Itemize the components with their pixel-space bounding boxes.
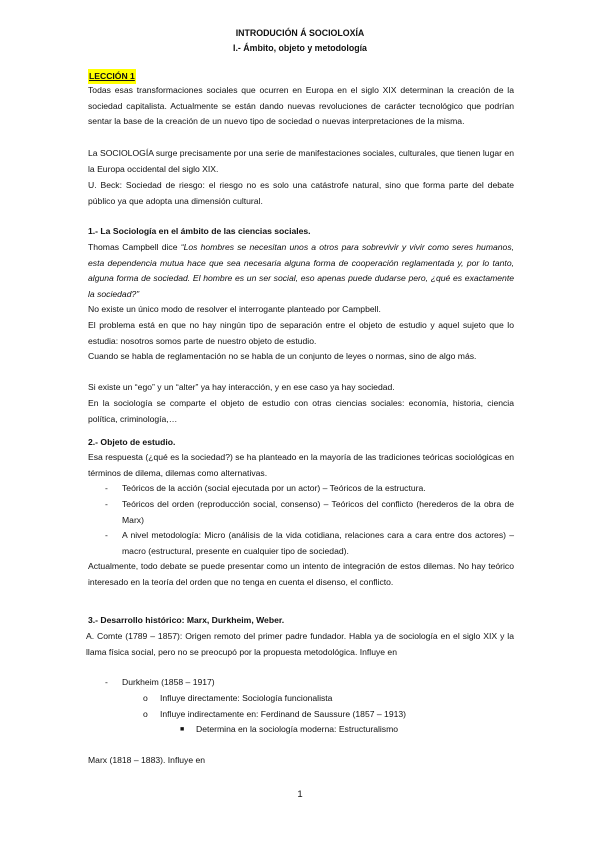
intro-paragraph-3: U. Beck: Sociedad de riesgo: el riesgo no es solo una catástrofe natural, sino que forma parte del debate público ya que adopta una dimensión cultural. bbox=[88, 180, 514, 206]
durkheim-item: Durkheim (1858 – 1917) bbox=[122, 677, 215, 687]
quote-lead: Thomas Campbell dice bbox=[88, 242, 178, 252]
document-subtitle: I.- Ámbito, objeto y metodología bbox=[233, 43, 367, 53]
section-2-heading: 2.- Objeto de estudio. bbox=[88, 437, 176, 447]
dilemma-item-2: Teóricos del orden (reproducción social, consenso) – Teóricos del conflicto (herederos de la obra de Marx) bbox=[122, 499, 514, 525]
dash-bullet-icon: - bbox=[105, 530, 108, 540]
dash-bullet-icon: - bbox=[105, 483, 108, 493]
durkheim-indirect-influence: Influye indirectamente en: Ferdinand de Saussure (1857 – 1913) bbox=[160, 709, 407, 719]
section-1-paragraph-4: Si existe un “ego” y un “alter” ya hay interacción, y en ese caso ya hay sociedad. bbox=[88, 382, 395, 392]
page-number: 1 bbox=[297, 789, 303, 800]
circle-bullet-icon: o bbox=[143, 693, 148, 703]
dash-bullet-icon: - bbox=[105, 677, 108, 687]
comte-paragraph: A. Comte (1789 – 1857): Origen remoto del primer padre fundador. Habla ya de sociología en el siglo XIX y la llama física social, pero no se preocupó por la propuesta metodológica. Influye en bbox=[86, 631, 514, 657]
quote-text: “Los hombres se necesitan unos a otros para sobrevivir y vivir como seres humanos, esta dependencia mutua hace que sea necesaria alguna forma de cooperación reglamentada y, por lo tanto, alguna forma de sociedad. El hombre es un ser social, eso apenas puede dudarse pero, ¿qué es exactamente la sociedad?” bbox=[88, 242, 515, 299]
dilemma-item-1: Teóricos de la acción (social ejecutada por un actor) – Teóricos de la estructura. bbox=[122, 483, 426, 493]
section-1-paragraph-5: En la sociología se comparte el objeto de estudio con otras ciencias sociales: economía, historia, ciencia política, criminología,… bbox=[88, 398, 514, 424]
dilemma-item-3: A nivel metodología: Micro (análisis de la vida cotidiana, relaciones cara a cara entre dos actores) – macro (estructural, presente en cualquier tipo de sociedad). bbox=[122, 530, 514, 556]
dash-bullet-icon: - bbox=[105, 499, 108, 509]
section-2-paragraph-1: Esa respuesta (¿qué es la sociedad?) se ha planteado en la mayoría de las tradiciones teóricas sociológicas en términos de dilema, dilemas como alternativas. bbox=[88, 452, 514, 478]
section-1-paragraph-1: No existe un único modo de resolver el interrogante planteado por Campbell. bbox=[88, 304, 381, 314]
intro-paragraph-1: Todas esas transformaciones sociales que ocurren en Europa en el siglo XIX determinan la creación de la sociedad capitalista. Actualmente se están dando nuevas revoluciones de carácter tecnológico que podrían sentar la base de la creación de un nuevo tipo de sociedad o nuevas interpretaciones de la misma. bbox=[88, 85, 514, 127]
structuralism-item: Determina en la sociología moderna: Estructuralismo bbox=[196, 724, 399, 734]
lesson-label: LECCIÓN 1 bbox=[88, 69, 136, 84]
campbell-quote bbox=[88, 240, 514, 302]
durkheim-direct-influence: Influye directamente: Sociología funcionalista bbox=[160, 693, 333, 703]
circle-bullet-icon: o bbox=[143, 709, 148, 719]
section-1-heading: 1.- La Sociología en el ámbito de las ciencias sociales. bbox=[88, 226, 311, 236]
marx-paragraph: Marx (1818 – 1883). Influye en bbox=[88, 755, 206, 765]
document-title: INTRODUCIÓN Á SOCIOLOXÍA bbox=[235, 28, 365, 38]
section-1-paragraph-3: Cuando se habla de reglamentación no se habla de un conjunto de leyes o normas, sino de algo más. bbox=[88, 351, 477, 361]
intro-paragraph-2: La SOCIOLOGÍA surge precisamente por una serie de manifestaciones sociales, culturales, que tienen lugar en la Europa occidental del siglo XIX. bbox=[88, 148, 514, 174]
section-1-paragraph-2: El problema está en que no hay ningún tipo de separación entre el objeto de estudio y aquel sujeto que lo estudia: nosotros somos parte de nuestro objeto de estudio. bbox=[88, 320, 514, 346]
section-3-heading: 3.- Desarrollo histórico: Marx, Durkheim, Weber. bbox=[88, 615, 285, 625]
section-2-paragraph-2: Actualmente, todo debate se puede presentar como un intento de integración de estos dilemas. No hay teórico interesado en la teoría del orden que no tenga en cuenta el disenso, el conflicto. bbox=[88, 561, 514, 587]
square-bullet-icon: ■ bbox=[180, 726, 185, 733]
